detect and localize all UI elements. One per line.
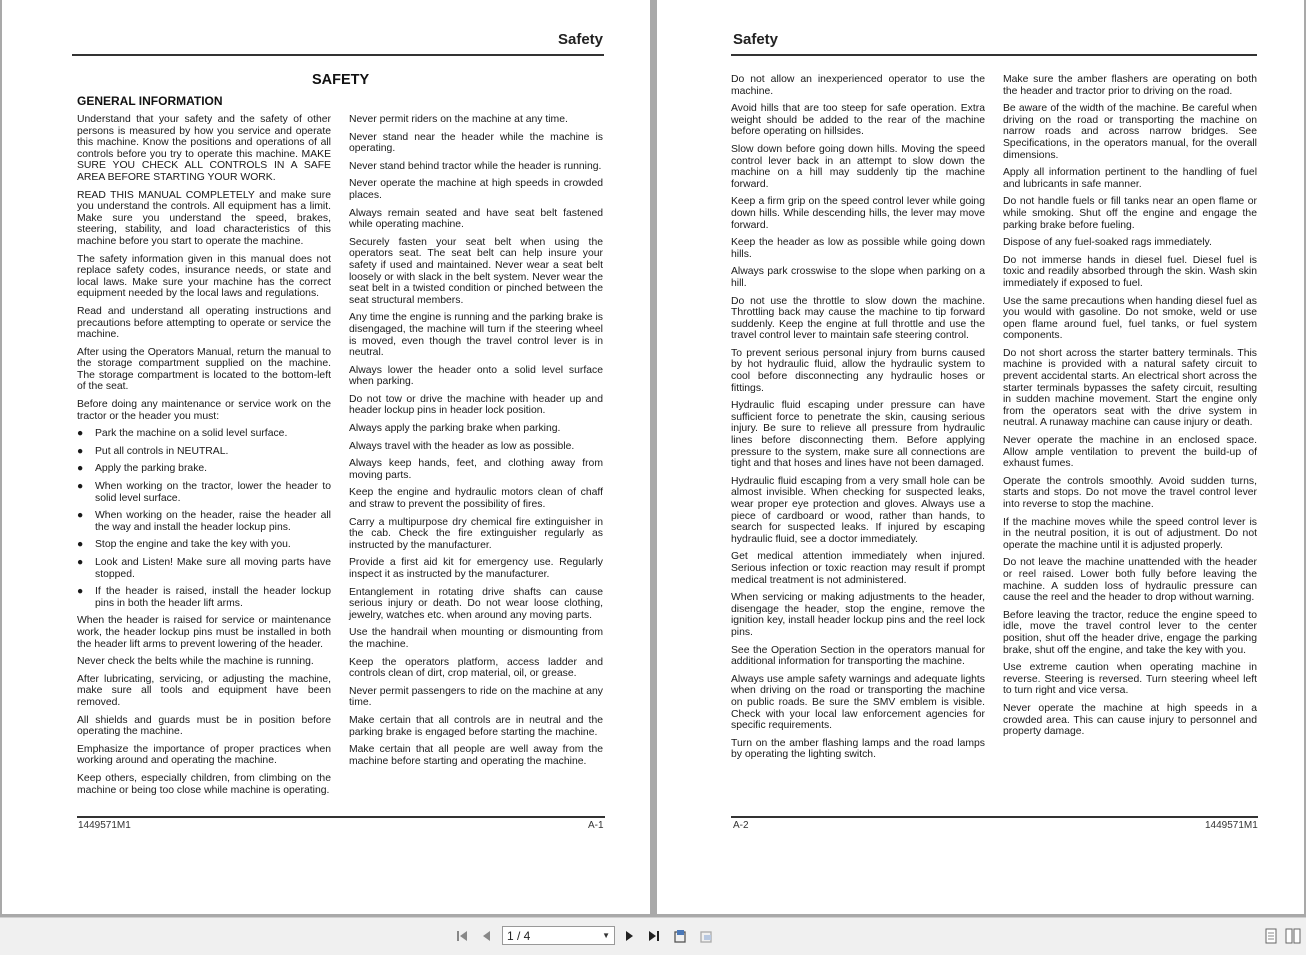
paragraph: Keep the header as low as possible while going down hills. <box>731 237 985 260</box>
paragraph: Do not leave the machine unattended with the header or reel raised. Lower both fully before leaving the machine. A sudden loss of hydraulic pressure can cause the reel and the header to drop without warning. <box>1003 557 1257 604</box>
paragraph: Avoid hills that are too steep for safe operation. Extra weight should be added to the rear of the machine before operating on hillsides. <box>731 103 985 138</box>
paragraph: Make certain that all controls are in neutral and the parking brake is engaged before starting the machine. <box>349 714 603 738</box>
paragraph: Do not use the throttle to slow down the machine. Throttling back may cause the machine to tip forward suddenly. Keep the engine at full throttle and use the travel control lever to maintain safe steering control. <box>731 295 985 342</box>
paragraph: Keep others, especially children, from climbing on the machine or being too close while machine is operating. <box>77 772 331 796</box>
paragraph: Do not immerse hands in diesel fuel. Diesel fuel is toxic and readily absorbed through the skin. Wash skin immediately if exposed to fuel. <box>1003 254 1257 289</box>
paragraph: Always travel with the header as low as possible. <box>349 440 575 452</box>
paragraph: Hydraulic fluid escaping from a very small hole can be almost invisible. When checking for suspected leaks, wear proper eye protection and gloves. Always use a piece of cardboard or wood, rather than hands, to search for suspected leaks. If injured by escaping hydraulic fluid, see a doctor immediately. <box>731 475 985 545</box>
two-page-view-icon[interactable] <box>1284 927 1302 945</box>
paragraph: Never stand near the header while the machine is operating. <box>349 131 603 155</box>
bullet-item <box>77 428 331 440</box>
paragraph: When the header is raised for service or maintenance work, the header lockup pins must be installed in both the header lift arms to prevent lowering of the header. <box>77 615 331 650</box>
bullet-icon: ● <box>77 557 84 568</box>
bullet-icon: ● <box>77 445 84 457</box>
paragraph: Slow down before going down hills. Moving the speed control lever back in an attempt to slow down the machine on a hill may suddenly tip the machine forward. <box>731 143 985 190</box>
paragraph: The safety information given in this manual does not replace safety codes, insurance needs, or state and local laws. Make sure your machine has the correct equipment needed by the local laws and regulations. <box>77 253 331 300</box>
paragraph: To prevent serious personal injury from burns caused by hot hydraulic fluid, allow the hydraulic system to cool before disconnecting any hydraulic hoses or fittings. <box>731 347 985 394</box>
bullet-text: Put all controls in NEUTRAL. <box>95 445 229 457</box>
bullet-text: If the header is raised, install the header lockup pins in both the header lift arms. <box>95 586 331 609</box>
paragraph: Entanglement in rotating drive shafts can cause serious injury or death. Do not wear loose clothing, jewelry, watches etc. when around any moving parts. <box>349 586 603 621</box>
paragraph: Before doing any maintenance or service work on the tractor or the header you must: <box>77 399 331 422</box>
footer-rule <box>77 816 605 818</box>
paragraph: Never operate the machine at high speeds in a crowded area. This can cause injury to personnel and property damage. <box>1003 702 1257 738</box>
page-main-title: SAFETY <box>312 72 370 88</box>
paragraph: Keep a firm grip on the speed control lever while going down hills. While descending hills, the lever may move forward. <box>731 196 985 231</box>
single-page-view-icon[interactable] <box>1262 927 1280 945</box>
paragraph: Always remain seated and have seat belt fastened while operating machine. <box>349 207 603 231</box>
footer-page-number: A-2 <box>733 820 749 831</box>
text-column-right <box>349 114 603 773</box>
paragraph: Make sure the amber flashers are operating on both the header and tractor prior to driving on the road. <box>1003 74 1257 97</box>
paragraph: Always apply the parking brake when parking. <box>349 423 561 435</box>
page-header-title: Safety <box>558 31 604 48</box>
bullet-item <box>77 557 331 580</box>
footer-rule <box>731 816 1258 818</box>
bullet-icon: ● <box>77 539 84 551</box>
bullet-text: When working on the header, raise the header all the way and install the header lockup pins. <box>95 510 331 533</box>
document-page-right <box>657 0 1304 914</box>
paragraph: Always lower the header onto a solid level surface when parking. <box>349 364 603 388</box>
paragraph: Before leaving the tractor, reduce the engine speed to idle, move the travel control lever to the center position, shut off the header drive, engage the parking brake, shut off the engine, and take the key with you. <box>1003 609 1257 656</box>
bullet-icon: ● <box>77 586 84 598</box>
paragraph: Operate the controls smoothly. Avoid sudden turns, starts and stops. Do not move the travel control lever into reverse to stop the machine. <box>1003 475 1257 510</box>
page-header-title: Safety <box>733 31 779 48</box>
text-column-left <box>77 114 331 802</box>
paragraph: Do not allow an inexperienced operator to use the machine. <box>731 74 985 97</box>
last-page-icon[interactable] <box>645 927 663 945</box>
header-rule <box>72 54 604 56</box>
paragraph: Dispose of any fuel-soaked rags immediately. <box>1003 237 1212 249</box>
paragraph: Never permit passengers to ride on the machine at any time. <box>349 685 603 709</box>
rotate-icon[interactable] <box>671 927 689 945</box>
paragraph: Apply all information pertinent to the handling of fuel and lubricants in safe manner. <box>1003 167 1257 190</box>
bullet-text: Stop the engine and take the key with you. <box>95 539 291 551</box>
paragraph: Hydraulic fluid escaping under pressure can have sufficient force to penetrate the skin, causing serious injury. Be sure to relieve all pressure from hydraulic lines before disconnecting them. Before applying pressure to the system, make sure all connections are tight and that hoses and lines have not been damaged. <box>731 400 985 470</box>
paragraph: Emphasize the importance of proper practices when working around and operating the machine. <box>77 743 331 767</box>
text-column-left <box>731 74 985 767</box>
paragraph: Always use ample safety warnings and adequate lights when driving on the road or transporting the machine on public roads. Be sure the SMV emblem is visible. Check with your local law enforcement agencies for specific requirements. <box>731 673 985 732</box>
paragraph: Use the same precautions when handing diesel fuel as you would with gasoline. Do not smoke, weld or use open flame around fuel, fuel tanks, or fuel system components. <box>1003 295 1257 342</box>
previous-page-icon[interactable] <box>478 927 496 945</box>
section-heading: GENERAL INFORMATION <box>77 94 223 108</box>
paragraph: Do not tow or drive the machine with header up and header lockup pins in header lock position. <box>349 393 603 417</box>
paragraph: Never check the belts while the machine is running. <box>77 656 314 668</box>
paragraph: Any time the engine is running and the parking brake is disengaged, the machine will turn if the steering wheel is moved, even though the travel control lever is in neutral. <box>349 312 603 359</box>
paragraph: Use extreme caution when operating machine in reverse. Steering is reversed. Turn steering wheel left to turn right and vice versa. <box>1003 662 1257 697</box>
paragraph: Always park crosswise to the slope when parking on a hill. <box>731 266 985 289</box>
bullet-item <box>77 481 331 504</box>
paragraph: Use the handrail when mounting or dismounting from the machine. <box>349 627 603 650</box>
paragraph: Never permit riders on the machine at any time. <box>349 114 568 125</box>
paragraph: Get medical attention immediately when injured. Serious infection or toxic reaction may result if prompt medical treatment is not administered. <box>731 551 985 586</box>
paragraph: Do not short across the starter battery terminals. This machine is provided with a natural safety circuit to prevent accidental starts. An electrical short across the starter terminals bypasses the safety circuit, resulting in sudden machine movement. Start the engine only from the operators seat with the drive system in neutral. A runaway machine can cause injury or death. <box>1003 347 1257 429</box>
paragraph: Always keep hands, feet, and clothing away from moving parts. <box>349 458 603 481</box>
page-number-select[interactable] <box>502 926 615 945</box>
fit-page-icon[interactable] <box>697 927 715 945</box>
bullet-icon: ● <box>77 510 84 522</box>
paragraph: Never operate the machine in an enclosed space. Allow ample ventilation to prevent the build-up of exhaust fumes. <box>1003 435 1257 470</box>
text-column-right <box>1003 74 1257 744</box>
paragraph: Never operate the machine at high speeds in crowded places. <box>349 178 603 201</box>
bullet-item <box>77 463 331 475</box>
footer-document-number: 1449571M1 <box>1205 820 1258 831</box>
paragraph: Keep the operators platform, access ladder and controls clean of dirt, crop material, oil, or grease. <box>349 656 603 680</box>
bullet-icon: ● <box>77 481 84 493</box>
bullet-icon: ● <box>77 428 84 440</box>
bullet-text: Apply the parking brake. <box>95 463 208 475</box>
paragraph: If the machine moves while the speed control lever is in the neutral position, it is out of adjustment. Do not operate the machine until it is adjusted properly. <box>1003 516 1257 551</box>
paragraph: Understand that your safety and the safety of other persons is measured by how you service and operate this machine. Know the positions and operations of all controls before you try to operate this machine. MAKE SURE YOU CHECK ALL CONTROLS IN A SAFE AREA BEFORE STARTING YOUR WORK. <box>77 114 331 183</box>
bullet-text: When working on the tractor, lower the header to solid level surface. <box>95 481 331 504</box>
footer-page-number: A-1 <box>588 820 604 831</box>
bullet-item <box>77 586 331 609</box>
paragraph: All shields and guards must be in position before operating the machine. <box>77 714 331 738</box>
paragraph: When servicing or making adjustments to the header, disengage the header, stop the engine, remove the ignition key, install header lockup pins and the reel lock pins. <box>731 592 985 638</box>
paragraph: Make certain that all people are well away from the machine before starting and operating the machine. <box>349 744 603 767</box>
bullet-item <box>77 539 331 551</box>
header-rule <box>731 54 1257 56</box>
next-page-icon[interactable] <box>620 927 638 945</box>
bullet-icon: ● <box>77 463 84 475</box>
paragraph: After lubricating, servicing, or adjusting the machine, make sure all tools and equipment have been removed. <box>77 673 331 708</box>
bullet-item <box>77 510 331 533</box>
bullet-item <box>77 446 331 458</box>
paragraph: Never stand behind tractor while the header is running. <box>349 160 602 172</box>
chevron-down-icon: ▼ <box>602 931 610 940</box>
bullet-text: Park the machine on a solid level surface. <box>95 428 288 440</box>
paragraph: Be aware of the width of the machine. Be careful when driving on the road or transporting the machine on narrow roads and across narrow bridges. See Specifications, in the operators manual, for the overall dimensions. <box>1003 103 1257 161</box>
document-page-left <box>2 0 650 914</box>
footer-document-number: 1449571M1 <box>78 820 131 831</box>
paragraph: Do not handle fuels or fill tanks near an open flame or while smoking. Shut off the engine and engage the parking brake before fueling. <box>1003 196 1257 231</box>
paragraph: Carry a multipurpose dry chemical fire extinguisher in the cab. Check the fire extinguisher regularly as instructed by the manufacturer. <box>349 516 603 551</box>
viewer-toolbar <box>0 917 1306 955</box>
paragraph: Provide a first aid kit for emergency use. Regularly inspect it as instructed by the manufacturer. <box>349 557 603 580</box>
paragraph: After using the Operators Manual, return the manual to the storage compartment supplied on the machine. The storage compartment is located to the bottom-left of the seat. <box>77 346 331 393</box>
bullet-text: Look and Listen! Make sure all moving parts have stopped. <box>95 557 331 580</box>
paragraph: Turn on the amber flashing lamps and the road lamps by operating the lighting switch. <box>731 737 985 761</box>
paragraph: Securely fasten your seat belt when using the operators seat. The seat belt can help insure your safety if used and maintained. Never wear a seat belt loosely or with slack in the belt system. Never wear the seat belt in a twisted condition or pinched between the seat structural members. <box>349 236 603 306</box>
page-indicator-text: 1 / 4 <box>507 928 531 943</box>
paragraph: READ THIS MANUAL COMPLETELY and make sure you understand the controls. All equipment has a limit. Make sure you understand the speed, brakes, steering, stability, and load characteristics of this machine before you start to operate the machine. <box>77 189 331 247</box>
paragraph: Keep the engine and hydraulic motors clean of chaff and straw to prevent the possibility of fires. <box>349 487 603 511</box>
paragraph: Read and understand all operating instructions and precautions before attempting to operate or service the machine. <box>77 305 331 341</box>
paragraph: See the Operation Section in the operators manual for additional information for transporting the machine. <box>731 644 985 668</box>
first-page-icon[interactable] <box>453 927 471 945</box>
